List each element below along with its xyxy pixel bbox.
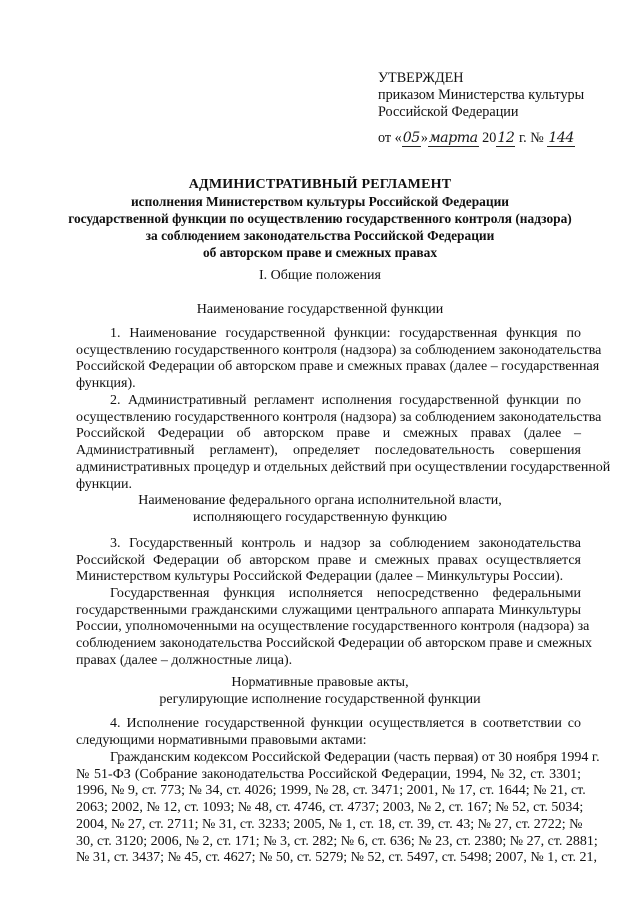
order-prefix: от « bbox=[378, 130, 402, 146]
order-month: марта bbox=[428, 130, 478, 146]
approval-order-ref: приказом Министерства культуры bbox=[378, 87, 585, 103]
subheading-federal-body: Наименование федерального органа исполнительной власти, исполняющего государственную функцию bbox=[138, 493, 502, 525]
document-title bbox=[60, 176, 580, 261]
order-date-number bbox=[378, 130, 575, 147]
section-heading-1: I. Общие положения bbox=[259, 268, 381, 283]
subheading-legal-acts: Нормативные правовые акты, регулирующие исполнение государственной функции bbox=[159, 675, 481, 707]
approval-title: УТВЕРЖДЕН bbox=[378, 70, 464, 86]
title-line-2: исполнения Министерством культуры Российской Федерации bbox=[130, 194, 510, 209]
order-suffix: г. № bbox=[515, 130, 548, 146]
order-day: 05 bbox=[402, 130, 420, 146]
paragraph-5: 4. Исполнение государственной функции осуществляется в соответствии со следующими нормативными правовыми актами: bbox=[76, 716, 581, 748]
order-sep: » bbox=[420, 130, 428, 146]
title-line-1: АДМИНИСТРАТИВНЫЙ РЕГЛАМЕНТ bbox=[188, 177, 452, 192]
order-year-prefix: 20 bbox=[478, 130, 497, 146]
title-line-4: за соблюдением законодательства Российской Федерации bbox=[145, 228, 495, 243]
title-line-3: государственной функции по осуществлению государственного контроля (надзора) bbox=[68, 211, 572, 226]
paragraph-4: Государственная функция исполняется непосредственно федеральными государственными гражданскими служащими центрального аппарата Минкультуры России, уполномоченными на осуществление государственного контроля (надзора) за соблюдением законодательства Российской Федерации об авторском праве и смежных правах (далее – должностные лица). bbox=[76, 586, 593, 668]
order-number: 144 bbox=[548, 130, 574, 146]
paragraph-3: 3. Государственный контроль и надзор за соблюдением законодательства Российской Федерации об авторском праве и смежных правах осуществляется Министерством культуры Российской Федерации (далее – Минкультуры России). bbox=[76, 536, 581, 585]
paragraph-2: 2. Административный регламент исполнения государственной функции по осуществлению государственного контроля (надзора) за соблюдением законодательства Российской Федерации об авторском праве и смежных правах (далее – Административный регламент), определяет последовательность совершения административных процедур и отдельных действий при осуществлении государственной функции. bbox=[76, 393, 611, 492]
paragraph-1: 1. Наименование государственной функции: государственная функция по осуществлению государственного контроля (надзора) за соблюдением законодательства Российской Федерации об авторском праве и смежных правах (далее – государственная функция). bbox=[76, 326, 602, 392]
subheading-function-name: Наименование государственной функции bbox=[196, 302, 444, 317]
approval-country: Российской Федерации bbox=[378, 104, 519, 120]
approval-stamp bbox=[378, 70, 618, 121]
order-year-suffix: 12 bbox=[497, 130, 515, 146]
title-line-5: об авторском праве и смежных правах bbox=[202, 245, 438, 260]
paragraph-6: Гражданским кодексом Российской Федерации (часть первая) от 30 ноября 1994 г. № 51-ФЗ (Собрание законодательства Российской Федерации, 1994, № 32, ст. 3301; 1996, № 9, ст. 773; № 34, ст. 4026; 1999, № 28, ст. 3471; 2001, № 17, ст. 1644; № 21, ст. 2063; 2002, № 12, ст. 1093; № 48, ст. 4746, ст. 4737; 2003, № 2, ст. 167; № 52, ст. 5034; 2004, № 27, ст. 2711; № 31, ст. 3233; 2005, № 1, ст. 18, ст. 39, ст. 43; № 27, ст. 2722; № 30, ст. 3120; 2006, № 2, ст. 171; № 3, ст. 282; № 6, ст. 636; № 23, ст. 2380; № 27, ст. 2881; № 31, ст. 3437; № 45, ст. 4627; № 50, ст. 5279; № 52, ст. 5497, ст. 5498; 2007, № 1, ст. 21, bbox=[76, 750, 600, 866]
